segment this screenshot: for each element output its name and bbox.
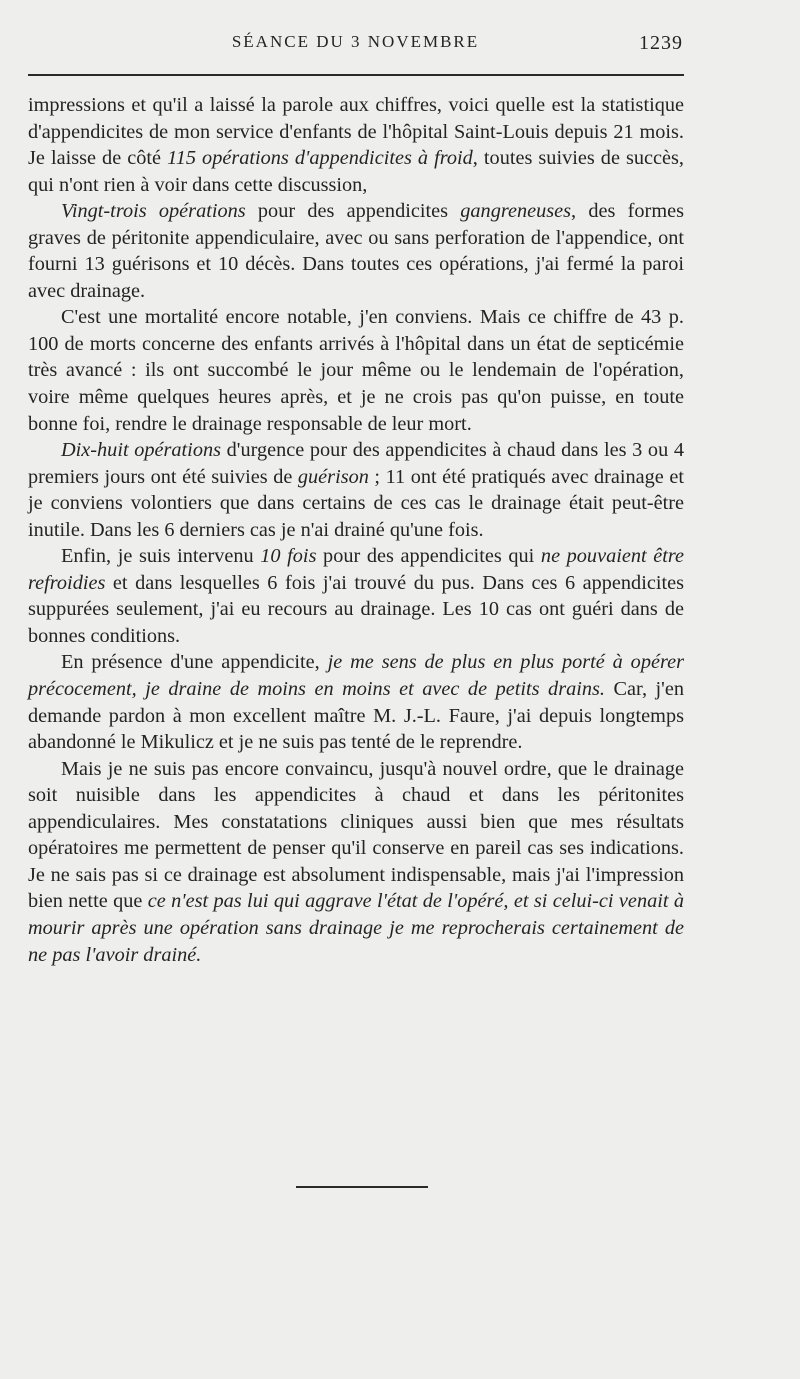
italic-text: ce n'est pas lui qui aggrave l'état de l'opéré, et si celui-ci venait à mourir après une opération sans drainage je me reprocherais certainement de ne pas l'avoir drainé. <box>28 890 685 966</box>
italic-text: Dix-huit opérations <box>61 439 221 462</box>
end-rule <box>296 1186 428 1188</box>
text-run: , des formes graves de péritonite appendiculaire, avec ou sans perforation de l'appendice, ont fourni 13 guérisons et 10 décès. Dans toutes ces opérations, j'ai fermé la paroi avec drainage. <box>28 200 684 302</box>
paragraph <box>28 198 684 304</box>
italic-text: ne pouvaient être refroidies <box>28 545 684 594</box>
text-run: En présence d'une appendicite, <box>61 651 328 674</box>
paragraph <box>28 543 684 649</box>
text-run: ; 11 ont été pratiqués avec drainage et je conviens volontiers que dans certains de ces cas le drainage était peut-être inutile. Dans les 6 derniers cas je n'ai drainé qu'une fois. <box>28 465 684 541</box>
header-rule <box>28 74 684 76</box>
paragraph <box>28 92 684 198</box>
text-run: et dans lesquelles 6 fois j'ai trouvé du pus. Dans ces 6 appendicites suppurées seulement, j'ai eu recours au drainage. Les 10 cas ont guéri dans de bonnes conditions. <box>28 571 684 647</box>
running-head: SÉANCE DU 3 NOVEMBRE <box>231 32 480 51</box>
paragraph <box>28 437 684 543</box>
paragraph <box>28 756 684 968</box>
italic-text: gangreneuses <box>460 200 572 223</box>
text-run: Mais je ne suis pas encore convaincu, jusqu'à nouvel ordre, que le drainage soit nuisible dans les appendicites à chaud et dans les péritonites appendiculaires. Mes constatations cliniques aussi bien que mes résultats opératoires me permettent de penser qu'il conserve en pareil cas ses indications. Je ne sais pas si ce drainage est absolument indispensable, mais j'ai l'impression bien nette que <box>28 757 684 913</box>
text-run: pour des appendicites qui <box>316 545 541 568</box>
text-run: d'urgence pour des appendicites à chaud dans les 3 ou 4 premiers jours ont été suivies de <box>28 439 684 488</box>
page-header <box>28 32 683 62</box>
italic-text: je me sens de plus en plus porté à opérer précocement, je draine de moins en moins et avec de petits drains. <box>28 651 684 701</box>
italic-text: 10 fois <box>260 545 317 568</box>
page-number: 1239 <box>639 32 683 54</box>
italic-text: 115 opérations d'appendicites à froid <box>167 147 473 170</box>
text-run: pour des appendicites <box>245 200 461 223</box>
body-text <box>28 92 684 968</box>
text-run: C'est une mortalité encore notable, j'en conviens. Mais ce chiffre de 43 p. 100 de morts concerne des enfants arrivés à l'hôpital dans un état de septicémie très avancé : ils ont succombé le jour même ou le lendemain de l'opération, voire même quelques heures après, et je ne crois pas qu'on puisse, en toute bonne foi, rendre le drainage responsable de leur mort. <box>28 306 684 435</box>
italic-text: Vingt-trois opérations <box>61 200 246 223</box>
paragraph <box>28 649 684 755</box>
paragraph <box>28 304 684 437</box>
text-run: Enfin, je suis intervenu <box>61 545 261 568</box>
text-run: impressions et qu'il a laissé la parole aux chiffres, voici quelle est la statistique d'appendicites de mon service d'enfants de l'hôpital Saint-Louis depuis 21 mois. Je laisse de côté <box>28 94 684 170</box>
text-run: , toutes suivies de succès, qui n'ont rien à voir dans cette discussion, <box>28 147 685 196</box>
italic-text: guérison <box>297 465 369 488</box>
text-run: Car, j'en demande pardon à mon excellent maître M. J.-L. Faure, j'ai depuis longtemps abandonné le Mikulicz et je ne suis pas tenté de le reprendre. <box>28 678 684 754</box>
